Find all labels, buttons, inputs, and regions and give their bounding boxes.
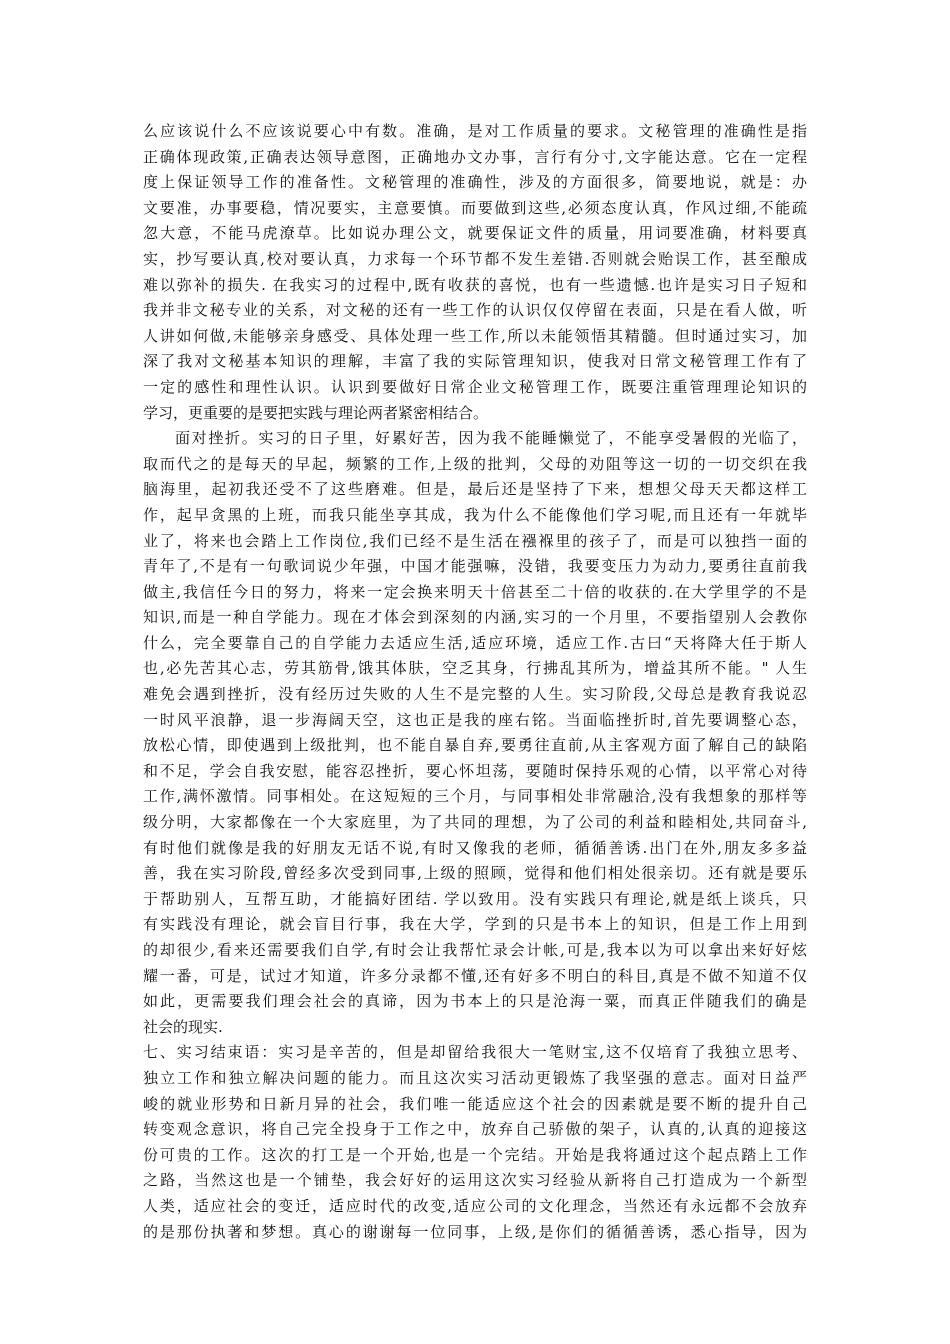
- text-line: 独立工作和独立解决问题的能力。而且这次实习活动更锻炼了我坚强的意志。面对日益严: [143, 1068, 807, 1087]
- text-line: 业了，将来也会踏上工作岗位,我们已经不是生活在襁褓里的孩子了，而是可以独挡一面的: [143, 531, 807, 550]
- paragraph-3: [143, 1040, 807, 1245]
- text-line: 一时风平浪静，退一步海阔天空，这也正是我的座右铭。当面临挫折时,首先要调整心态，: [143, 710, 807, 729]
- text-line: 如此，更需要我们理会社会的真谛，因为书本上的只是沧海一粟，而真正伴随我们的确是: [143, 992, 807, 1011]
- text-line: 实，抄写要认真,校对要认真，力求每一个环节都不发生差错.否则就会贻误工作，甚至酿成: [143, 249, 807, 268]
- text-line: 份可贵的工作。这次的打工是一个开始,也是一个完结。开始是我将通过这个起点踏上工作: [143, 1145, 807, 1164]
- text-line: 文要准，办事要稳，情况要实，主意要慎。而要做到这些,必须态度认真，作风过细,不能疏: [143, 198, 807, 217]
- text-line: 人讲如何做,未能够亲身感受、具体处理一些工作,所以未能领悟其精髓。但时通过实习，加: [143, 326, 807, 345]
- text-line: 于帮助别人，互帮互助，才能搞好团结. 学以致用。没有实践只有理论,就是纸上谈兵，只: [143, 889, 807, 908]
- text-line: 学习，更重要的是要把实践与理论两者紧密相结合。: [143, 403, 489, 422]
- text-line: 有时他们就像是我的好朋友无话不说,有时又像我的老师，循循善诱.出门在外,朋友多多益: [143, 838, 807, 857]
- text-line: 青年了,不是有一句歌词说少年强，中国才能强嘛，没错，我要变压力为动力,要勇往直前我: [143, 557, 807, 576]
- paragraph-1: [143, 119, 807, 426]
- text-line: 级分明，大家都像在一个大家庭里，为了共同的理想，为了公司的利益和睦相处,共同奋斗,: [143, 813, 807, 832]
- text-line: 知识,而是一种自学能力。现在才体会到深刻的内涵,实习的一个月里，不要指望别人会教你: [143, 608, 807, 627]
- text-line: 放松心情，即使遇到上级批判，也不能自暴自弃,要勇往直前,从主客观方面了解自己的缺陷: [143, 736, 807, 755]
- text-line: 我并非文秘专业的关系，对文秘的还有一些工作的认识仅仅停留在表面，只是在看人做，听: [143, 301, 807, 320]
- text-line: 社会的现实.: [143, 1017, 223, 1036]
- text-line: 作，起早贪黑的上班，而我只能坐享其成，我为什么不能像他们学习呢,而且还有一年就毕: [143, 505, 807, 524]
- text-line: 和不足，学会自我安慰，能容忍挫折，要心怀坦荡，要随时保持乐观的心情，以平常心对待: [143, 761, 807, 780]
- text-line: 脑海里，起初我还受不了这些磨难。但是，最后还是坚持了下来，想想父母天天都这样工: [143, 480, 807, 499]
- text-line: 忽大意，不能马虎潦草。比如说办理公文，就要保证文件的质量，用词要准确，材料要真: [143, 224, 807, 243]
- document-page: [143, 119, 807, 1245]
- text-line: 难免会遇到挫折，没有经历过失败的人生不是完整的人生。实习阶段,父母总是教育我说忍: [143, 685, 807, 704]
- text-line: 耀一番，可是，试过才知道，许多分录都不懂,还有好多不明白的科目,真是不做不知道不仅: [143, 966, 807, 985]
- text-line: 取而代之的是每天的早起，频繁的工作,上级的批判，父母的劝阻等这一切的一切交织在我: [143, 454, 807, 473]
- text-line: 工作,满怀激情。同事相处。在这短短的三个月，与同事相处非常融洽,没有我想象的那样等: [143, 787, 807, 806]
- text-line: 善，我在实习阶段,曾经多次受到同事,上级的照顾，觉得和他们相处很亲切。还有就是要乐: [143, 864, 807, 883]
- text-line: 峻的就业形势和日新月异的社会，我们唯一能适应这个社会的因素就是要不断的提升自己: [143, 1094, 807, 1113]
- text-line: 之路，当然这也是一个铺垫，我会好好的运用这次实习经验从新将自己打造成为一个新型: [143, 1171, 807, 1190]
- text-line: 什么，完全要靠自己的自学能力去适应生活,适应环境，适应工作.古曰“天将降大任于斯人: [143, 633, 807, 652]
- text-line: 一定的感性和理性认识。认识到要做好日常企业文秘管理工作，既要注重管理理论知识的: [143, 377, 807, 396]
- text-line: 做主,我信任今日的努力，将来一定会换来明天十倍甚至二十倍的收获的.在大学里学的不是: [143, 582, 807, 601]
- text-line: 么应该说什么不应该说要心中有数。准确，是对工作质量的要求。文秘管理的准确性是指: [143, 122, 807, 140]
- text-line: 度上保证领导工作的准备性。文秘管理的准确性，涉及的方面很多，简要地说，就是：办: [143, 173, 807, 192]
- text-line: 正确体现政策,正确表达领导意图，正确地办文办事，言行有分寸,文字能达意。它在一定程: [143, 147, 807, 166]
- text-line: 深了我对文秘基本知识的理解，丰富了我的实际管理知识，使我对日常文秘管理工作有了: [143, 352, 807, 371]
- paragraph-2: [143, 426, 807, 1040]
- text-line: 难以弥补的损失. 在我实习的过程中,既有收获的喜悦，也有一些遗憾.也许是实习日子短和: [143, 275, 807, 294]
- text-line: 面对挫折。实习的日子里，好累好苦，因为我不能睡懒觉了，不能享受暑假的光临了，: [175, 429, 807, 448]
- text-line: 有实践没有理论，就会盲目行事，我在大学，学到的只是书本上的知识，但是工作上用到: [143, 915, 807, 934]
- text-line: 的是那份执著和梦想。真心的谢谢每一位同事，上级,是你们的循循善诱，悉心指导，因为: [143, 1222, 807, 1241]
- text-line: 转变观念意识，将自己完全投身于工作之中，放弃自己骄傲的架子，认真的,认真的迎接这: [143, 1120, 807, 1139]
- text-line: 人类，适应社会的变迁，适应时代的改变,适应公司的文化理念，当然还有永远都不会放弃: [143, 1196, 807, 1215]
- text-line: 也,必先苦其心志，劳其筋骨,饿其体肤，空乏其身，行拂乱其所为，增益其所不能。" 人生: [143, 659, 807, 678]
- text-line: 的却很少,看来还需要我们自学,有时会让我帮忙录会计帐,可是,我本以为可以拿出来好好炫: [143, 941, 807, 959]
- text-line: 七、实习结束语：实习是辛苦的，但是却留给我很大一笔财宝,这不仅培育了我独立思考、: [143, 1043, 807, 1062]
